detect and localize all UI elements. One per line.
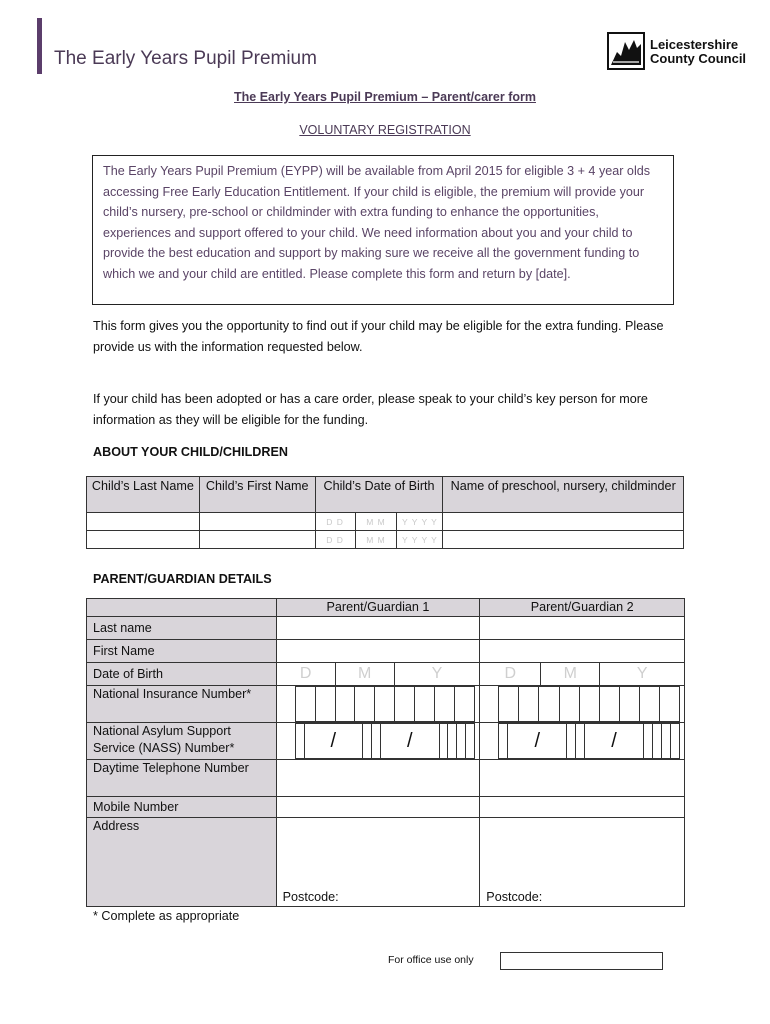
parent2-address-field[interactable] bbox=[480, 818, 685, 907]
parent2-mobile-field[interactable] bbox=[480, 797, 685, 818]
child-first-name-field[interactable] bbox=[199, 531, 315, 549]
school-name-field[interactable] bbox=[443, 531, 684, 549]
header-accent-bar bbox=[37, 18, 42, 74]
parent2-ni-box[interactable] bbox=[639, 687, 659, 722]
parent2-last-name-field[interactable] bbox=[480, 617, 685, 640]
parent1-first-name-field[interactable] bbox=[276, 640, 480, 663]
row-label-first-name: First Name bbox=[87, 640, 277, 663]
parent1-nass-box[interactable] bbox=[457, 724, 466, 759]
school-name-field[interactable] bbox=[443, 513, 684, 531]
table-row bbox=[87, 531, 684, 549]
council-logo bbox=[607, 30, 747, 72]
form-subtitle: VOLUNTARY REGISTRATION bbox=[299, 123, 471, 137]
dob-month-field[interactable]: M M bbox=[355, 513, 397, 531]
parent1-dob-month[interactable]: M bbox=[335, 663, 394, 685]
parent1-nass-box[interactable] bbox=[295, 724, 304, 759]
footnote: * Complete as appropriate bbox=[93, 909, 240, 923]
parent1-ni-box[interactable] bbox=[395, 687, 415, 722]
parent2-nass-box[interactable] bbox=[576, 724, 585, 759]
parent1-ni-box[interactable] bbox=[315, 687, 335, 722]
parent1-phone-field[interactable] bbox=[276, 760, 480, 797]
col-parent-2: Parent/Guardian 2 bbox=[480, 599, 685, 617]
parent1-dob-day[interactable]: D bbox=[277, 663, 336, 685]
parent2-nass-separator: / bbox=[585, 724, 644, 759]
parent2-nass-box[interactable] bbox=[567, 724, 576, 759]
parent2-nass-box[interactable] bbox=[670, 724, 679, 759]
col-child-first-name: Child’s First Name bbox=[199, 477, 315, 513]
row-label-nass: National Asylum Support Service (NASS) Number* bbox=[87, 723, 277, 760]
office-use-label: For office use only bbox=[388, 954, 474, 966]
parent1-mobile-field[interactable] bbox=[276, 797, 480, 818]
parent1-dob-year[interactable]: Y bbox=[431, 665, 443, 682]
dob-year-field[interactable]: Y Y Y Y bbox=[397, 531, 443, 549]
parent1-ni-box[interactable] bbox=[355, 687, 375, 722]
parent1-last-name-field[interactable] bbox=[276, 617, 480, 640]
parent2-dob-month[interactable]: M bbox=[541, 663, 600, 685]
parent1-postcode-label: Postcode: bbox=[282, 890, 339, 904]
parent1-nass-separator: / bbox=[304, 724, 363, 759]
parent1-nass-box[interactable] bbox=[439, 724, 448, 759]
dob-month-field[interactable]: M M bbox=[355, 531, 397, 549]
parent2-ni-box[interactable] bbox=[519, 687, 539, 722]
parent1-nass-box[interactable] bbox=[448, 724, 457, 759]
col-parent-1: Parent/Guardian 1 bbox=[276, 599, 480, 617]
row-label-dob: Date of Birth bbox=[87, 663, 277, 686]
parent2-ni-box[interactable] bbox=[619, 687, 639, 722]
parent1-nass-box[interactable] bbox=[363, 724, 372, 759]
col-school-name: Name of preschool, nursery, childminder bbox=[443, 477, 684, 513]
child-last-name-field[interactable] bbox=[87, 513, 200, 531]
office-use-field[interactable] bbox=[500, 952, 663, 970]
header-title: The Early Years Pupil Premium bbox=[54, 48, 317, 69]
fox-crest-icon bbox=[607, 32, 645, 70]
parent1-nass-box[interactable] bbox=[372, 724, 381, 759]
parent2-ni-box[interactable] bbox=[599, 687, 619, 722]
row-label-phone: Daytime Telephone Number bbox=[87, 760, 277, 797]
parent2-phone-field[interactable] bbox=[480, 760, 685, 797]
children-table bbox=[86, 476, 684, 549]
intro-paragraph-2: If your child has been adopted or has a care order, please speak to your child’s key person for more information as they will be eligible for the funding. bbox=[93, 392, 648, 427]
table-row bbox=[87, 513, 684, 531]
row-label-ni: National Insurance Number* bbox=[87, 686, 277, 723]
parent2-nass-box[interactable] bbox=[499, 724, 508, 759]
parents-heading: PARENT/GUARDIAN DETAILS bbox=[93, 572, 272, 586]
parent2-nass-box[interactable] bbox=[644, 724, 653, 759]
parent2-nass-box[interactable] bbox=[653, 724, 662, 759]
parent1-ni-box[interactable] bbox=[415, 687, 435, 722]
parent1-address-field[interactable] bbox=[276, 818, 480, 907]
dob-day-field[interactable]: D D bbox=[315, 531, 355, 549]
intro-box: The Early Years Pupil Premium (EYPP) will be available from April 2015 for eligible 3 + 4 year olds accessing Free Early Education Entitlement. If your child is eligible, the premium will provide your child’s nursery, pre-school or childminder with extra funding to enhance the opportunities, experiences and support offered to your child. We need information about you and your child to provide the best education and support by making sure we receive all the government funding to which we and your child are entitled. Please complete this form and return by [date]. bbox=[92, 155, 674, 305]
parent2-postcode-label: Postcode: bbox=[486, 890, 543, 904]
child-last-name-field[interactable] bbox=[87, 531, 200, 549]
children-heading: ABOUT YOUR CHILD/CHILDREN bbox=[93, 445, 288, 459]
intro-paragraph-1: This form gives you the opportunity to find out if your child may be eligible for the extra funding. Please provide us with the information requested below. bbox=[93, 319, 664, 354]
row-label-mobile: Mobile Number bbox=[87, 797, 277, 818]
parent2-dob-day[interactable]: D bbox=[480, 663, 541, 685]
col-child-dob: Child’s Date of Birth bbox=[315, 477, 443, 513]
row-label-last-name: Last name bbox=[87, 617, 277, 640]
parent2-ni-box[interactable] bbox=[559, 687, 579, 722]
parent2-ni-box[interactable] bbox=[539, 687, 559, 722]
parent2-first-name-field[interactable] bbox=[480, 640, 685, 663]
parent2-dob-year[interactable]: Y bbox=[636, 665, 648, 682]
parent1-ni-box[interactable] bbox=[455, 687, 475, 722]
dob-day-field[interactable]: D D bbox=[315, 513, 355, 531]
parent1-ni-box[interactable] bbox=[435, 687, 455, 722]
parent2-nass-separator: / bbox=[508, 724, 567, 759]
parent1-nass-box[interactable] bbox=[466, 724, 475, 759]
parent1-nass-separator: / bbox=[380, 724, 439, 759]
col-child-last-name: Child’s Last Name bbox=[87, 477, 200, 513]
dob-year-field[interactable]: Y Y Y Y bbox=[397, 513, 443, 531]
parents-table bbox=[86, 598, 685, 907]
parent1-ni-box[interactable] bbox=[295, 687, 315, 722]
parent2-ni-box[interactable] bbox=[499, 687, 519, 722]
parent2-nass-box[interactable] bbox=[661, 724, 670, 759]
child-first-name-field[interactable] bbox=[199, 513, 315, 531]
parent1-ni-box[interactable] bbox=[335, 687, 355, 722]
logo-line-2: County Council bbox=[650, 51, 747, 66]
parent1-ni-box[interactable] bbox=[375, 687, 395, 722]
logo-line-1: Leicestershire bbox=[650, 37, 739, 52]
parent2-ni-box[interactable] bbox=[579, 687, 599, 722]
parent2-ni-box[interactable] bbox=[659, 687, 679, 722]
row-label-address: Address bbox=[87, 818, 277, 907]
form-title: The Early Years Pupil Premium – Parent/carer form bbox=[234, 90, 536, 104]
